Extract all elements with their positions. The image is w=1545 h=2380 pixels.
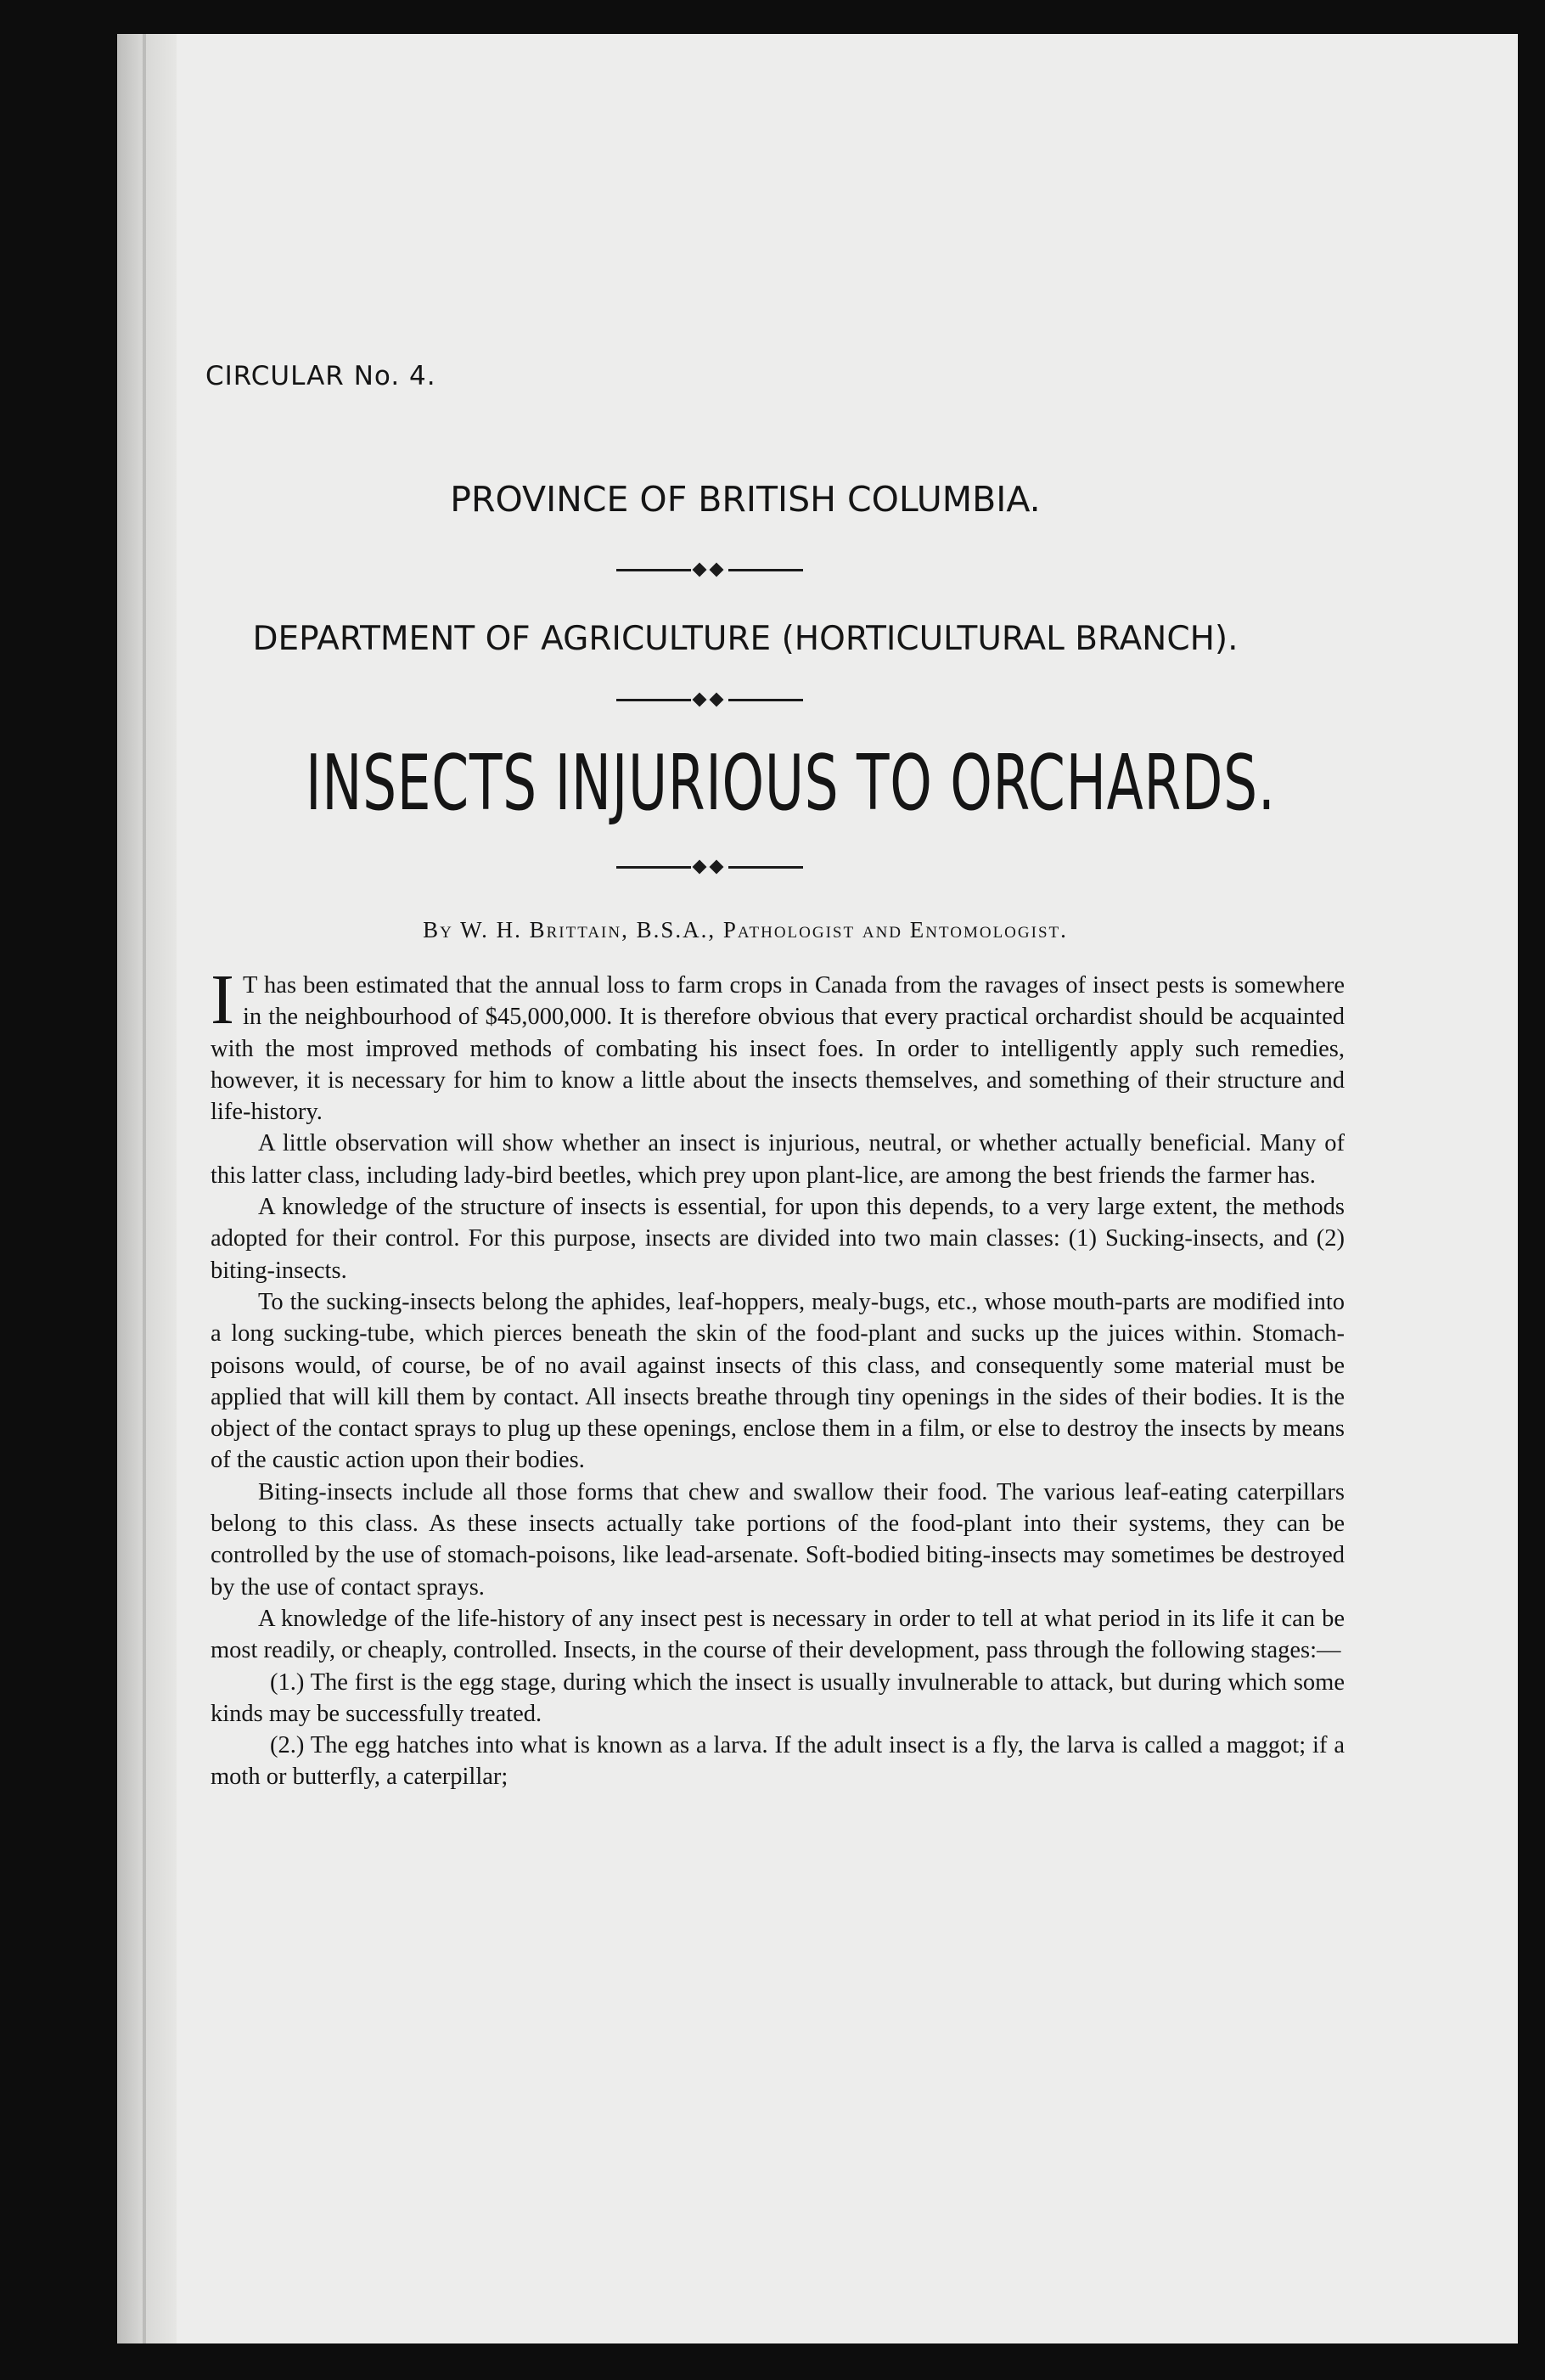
drop-cap: I bbox=[211, 960, 234, 1039]
document-page bbox=[117, 34, 1518, 2343]
province-heading: PROVINCE OF BRITISH COLUMBIA. bbox=[450, 479, 1041, 520]
ornamental-rule bbox=[616, 692, 803, 709]
paragraph: Biting-insects include all those forms that chew and swallow their food. The various leaf-eating caterpillars belong to this class. As these insects actually take portions of the food-plant into their systems, they can be controlled by the use of stomach-poisons, like lead-arsenate. Soft-bodied biting-insects may sometimes be destroyed by the use of contact sprays. bbox=[211, 1478, 1345, 1601]
page-fold-shadow bbox=[143, 34, 146, 2343]
paragraph: A little observation will show whether an insect is injurious, neutral, or whether actually beneficial. Many of this latter class, including lady-bird beetles, which prey upon plant-lice, are among the best friends the farmer has. bbox=[211, 1130, 1345, 1189]
paragraph-text: T has been estimated that the annual loss to farm crops in Canada from the ravages of insect pests is somewhere in the neighbourhood of $45,000,000. It is therefore obvious that every practical orchardist should be acquainted with the most improved methods of combating his insect foes. In order to intelligently apply such remedies, however, it is necessary for him to know a little about the insects themselves, and something of their structure and life-history. bbox=[211, 972, 1345, 1126]
paragraph: A knowledge of the life-history of any insect pest is necessary in order to tell at what period in its life it can be most readily, or cheaply, controlled. Insects, in the course of their development, pass through the following stages:— bbox=[211, 1605, 1345, 1664]
paragraph: (2.) The egg hatches into what is known as a larva. If the adult insect is a fly, the larva is called a maggot; if a moth or butterfly, a caterpillar; bbox=[211, 1732, 1345, 1791]
paragraph: A knowledge of the structure of insects is essential, for upon this depends, to a very large extent, the methods adopted for their control. For this purpose, insects are divided into two main classes: (1) Sucking-insects, and (2) biting-insects. bbox=[211, 1194, 1345, 1284]
article-body bbox=[211, 960, 1345, 1793]
paragraph: (1.) The first is the egg stage, during which the insect is usually invulnerable to attack, but during which some kinds may be successfully treated. bbox=[211, 1668, 1345, 1727]
author-byline: By W. H. Brittain, B.S.A., Pathologist and Entomologist. bbox=[423, 917, 1068, 942]
paragraph: To the sucking-insects belong the aphides, leaf-hoppers, mealy-bugs, etc., whose mouth-parts are modified into a long sucking-tube, which pierces beneath the skin of the food-plant and sucks up the juices within. Stomach-poisons would, of course, be of no avail against insects of this class, and consequently some material must be applied that will kill them by contact. All insects breathe through tiny openings in the sides of their bodies. It is the object of the contact sprays to plug up these openings, enclose them in a film, or else to destroy the insects by means of the caustic action upon their bodies. bbox=[211, 1288, 1345, 1474]
paragraph bbox=[211, 960, 1345, 1128]
page-binding-edge bbox=[117, 34, 177, 2343]
document-title: INSECTS INJURIOUS TO ORCHARDS. bbox=[306, 739, 1276, 828]
ornamental-rule bbox=[616, 562, 803, 579]
department-heading: DEPARTMENT OF AGRICULTURE (HORTICULTURAL BRANCH). bbox=[252, 620, 1239, 658]
circular-number: CIRCULAR No. 4. bbox=[205, 361, 436, 391]
ornamental-rule bbox=[616, 859, 803, 876]
